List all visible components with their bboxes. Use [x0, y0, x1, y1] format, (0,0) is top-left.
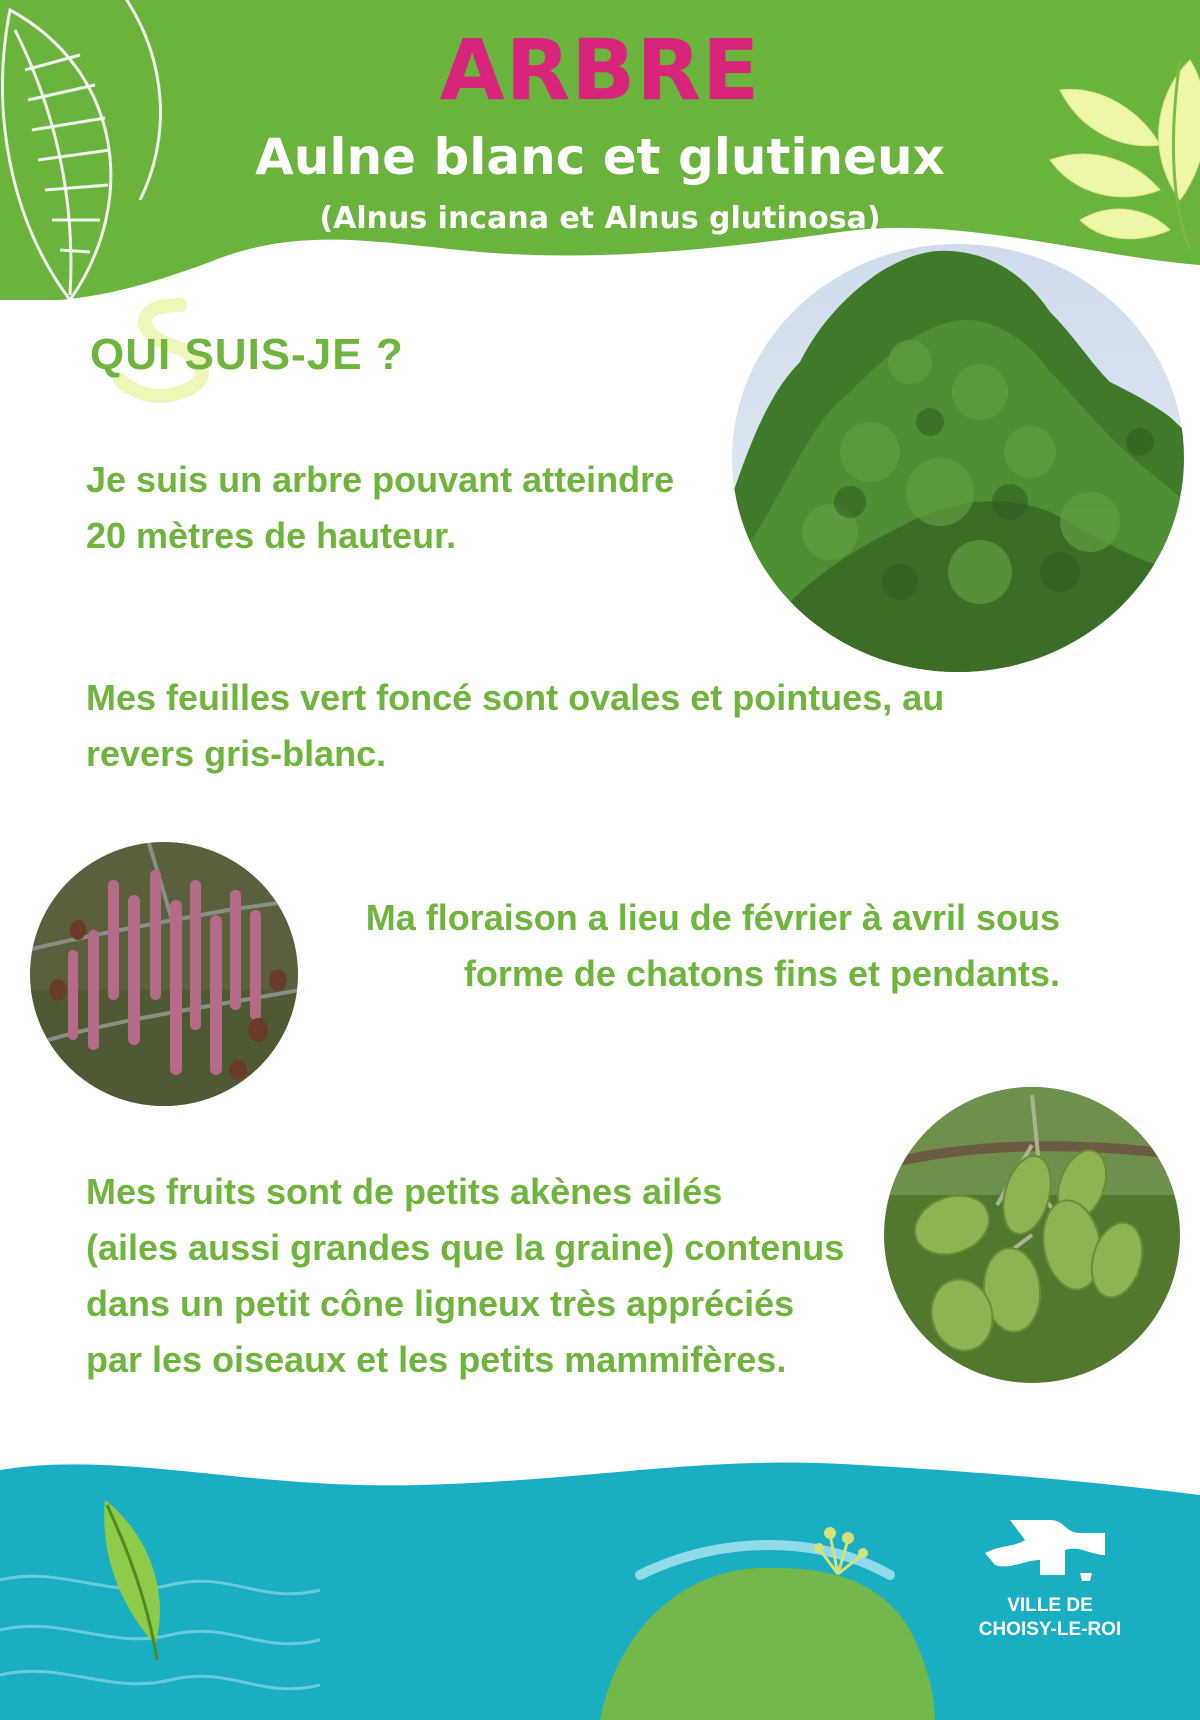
species-scientific-name: (Alnus incana et Alnus glutinosa)	[319, 201, 881, 236]
paragraph-line: (ailes aussi grandes que la graine) contenus	[86, 1227, 845, 1268]
paragraph-flowering	[320, 890, 1060, 1002]
paragraph-leaves	[86, 670, 944, 782]
cones-photo	[882, 1085, 1182, 1385]
leaf-footer-icon	[95, 1495, 185, 1665]
tree-photo	[730, 242, 1186, 674]
paragraph-line: Mes fruits sont de petits akènes ailés	[86, 1171, 723, 1212]
paragraph-line: Ma floraison a lieu de février à avril sous	[365, 897, 1060, 938]
paragraph-line: forme de chatons fins et pendants.	[463, 953, 1060, 994]
catkins-photo	[28, 840, 300, 1108]
paragraph-line: Je suis un arbre pouvant atteindre	[86, 459, 675, 500]
category-title: ARBRE	[439, 21, 761, 119]
section-heading: QUI SUIS-JE ?	[90, 330, 404, 379]
paragraph-line: dans un petit cône ligneux très appréciés	[86, 1283, 795, 1324]
city-logo-icon	[980, 1515, 1120, 1590]
paragraph-line: par les oiseaux et les petits mammifères.	[86, 1339, 787, 1380]
species-common-name: Aulne blanc et glutineux	[255, 128, 945, 186]
paragraph-fruits	[86, 1164, 844, 1388]
paragraph-height	[86, 452, 674, 564]
paragraph-line: revers gris-blanc.	[86, 733, 387, 774]
logo-line: CHOISY-LE-ROI	[978, 1619, 1122, 1640]
paragraph-line: Mes feuilles vert foncé sont ovales et pointues, au	[86, 677, 945, 718]
paragraph-line: 20 mètres de hauteur.	[86, 515, 457, 556]
logo-line: VILLE DE	[1007, 1595, 1093, 1616]
city-logo-text	[960, 1594, 1140, 1642]
